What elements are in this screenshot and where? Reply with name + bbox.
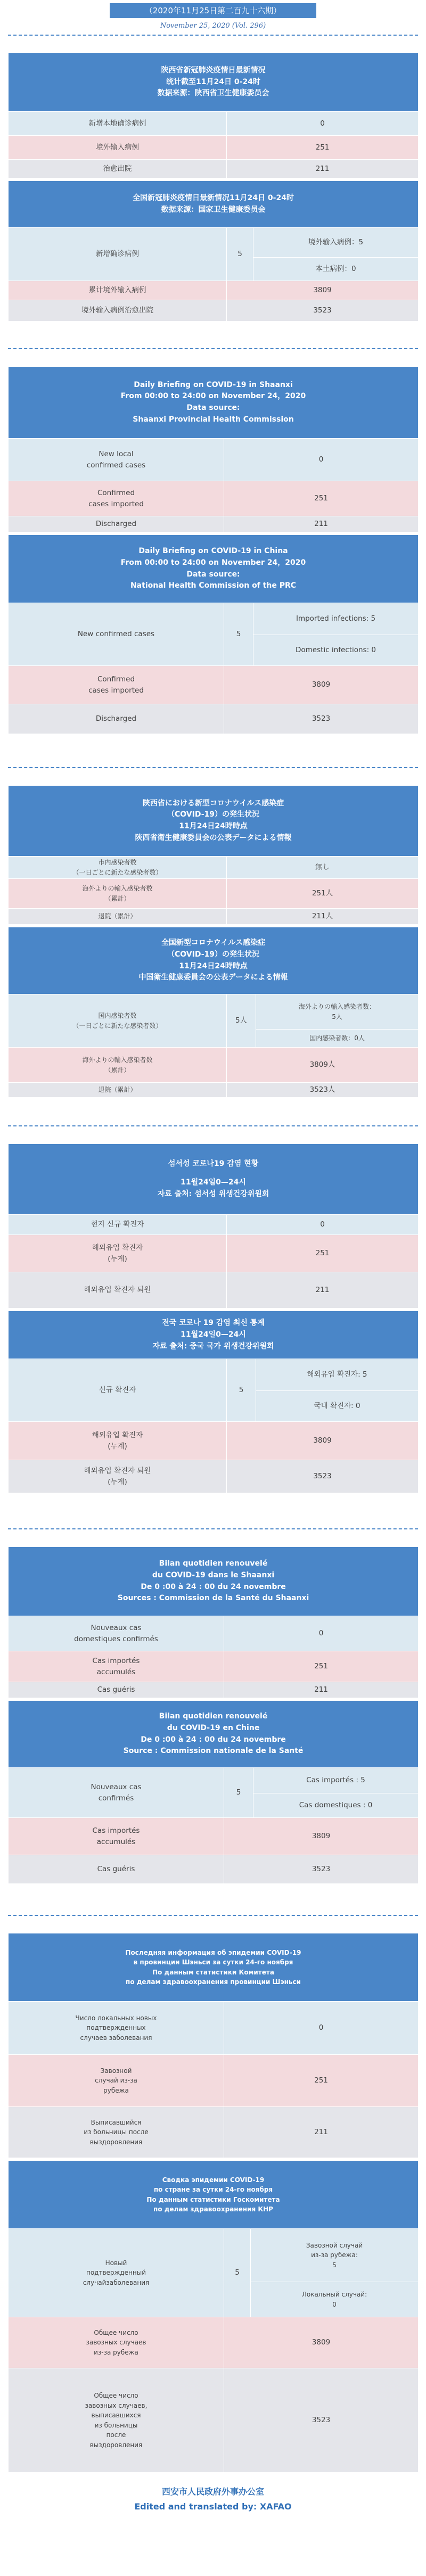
row-value: 251 <box>224 2055 419 2107</box>
row-label: 市内感染者数 （一日ごとに新たな感染者数） <box>9 857 227 879</box>
issue-banner: （2020年11月25日第二百九十六期） <box>110 3 316 18</box>
table-date: De 0 :00 à 24 : 00 du 24 novembre <box>141 1582 286 1591</box>
row-label: 退院（累計） <box>9 1083 227 1098</box>
imported-infections: Завозной случай из-за рубежа: 5 <box>251 2229 419 2282</box>
row-label: 累计境外输入病例 <box>9 281 227 300</box>
data-source: по делам здравоохранения провинции Шэньси <box>126 1978 301 1986</box>
row-value: 無し <box>227 857 419 879</box>
table-row <box>9 112 419 136</box>
row-label: 해외유입 확진자 (누계) <box>9 1235 227 1272</box>
row-label: 현지 신규 확진자 <box>9 1215 227 1235</box>
row-label: 해외유입 확진자 (누계) <box>9 1422 227 1460</box>
row-label: 新增本地确诊病例 <box>9 112 227 136</box>
row-label: Cas guéris <box>9 1682 224 1698</box>
data-source-label: По данным статистики Госкомитета <box>146 2195 280 2203</box>
row-label: Cas guéris <box>9 1855 224 1884</box>
table-title: 全国新冠肺炎疫情日最新情况11月24日 0-24时 <box>133 193 294 202</box>
table-title: Daily Briefing on COVID-19 in Shaanxi <box>134 380 293 389</box>
row-value: 3523人 <box>227 1083 419 1098</box>
domestic-infections: 국내 확진자: 0 <box>256 1391 419 1422</box>
row-value: 251 <box>227 136 419 160</box>
section-russian <box>8 1915 418 2473</box>
row-label: 境外输入病例治愈出院 <box>9 300 227 322</box>
table-title: 陕西省新冠肺炎疫情日最新情况 <box>161 65 266 75</box>
domestic-infections: 国内感染者数：0人 <box>256 1030 419 1048</box>
row-value: 0 <box>224 439 419 481</box>
table-ko-shaanxi <box>8 1143 419 1308</box>
data-source: 자료 출처: 섬서성 위생건강위원회 <box>157 1190 269 1199</box>
table-title: 전국 코로나 19 감염 최신 통계 <box>162 1319 265 1328</box>
row-label: Nouveaux cas confirmés <box>9 1768 224 1818</box>
row-value: 3523 <box>224 1855 419 1884</box>
section-english <box>8 348 418 734</box>
row-value: 3809 <box>227 281 419 300</box>
table-subtitle: From 00:00 to 24:00 on November 24，2020 <box>120 558 306 567</box>
row-label: Cas importés accumulés <box>9 1818 224 1855</box>
row-value: 3809人 <box>227 1048 419 1083</box>
data-source: по делам здравоохранения КНР <box>153 2205 273 2213</box>
row-label: 신규 확진자 <box>9 1359 227 1422</box>
row-value: 0 <box>227 112 419 136</box>
data-source: Source : Commission nationale de la Santé <box>123 1747 304 1756</box>
table-subtitle: （COVID-19）の発生状況 <box>167 950 260 959</box>
table-title: Сводка эпидемии COVID-19 <box>162 2176 265 2184</box>
data-source: 中国衛生健康委員会の公表データによる情報 <box>138 973 288 982</box>
row-label: Discharged <box>9 704 224 734</box>
table-date: De 0 :00 à 24 : 00 du 24 novembre <box>141 1735 286 1744</box>
row-label: Confirmed cases imported <box>9 666 224 704</box>
row-value: 3523 <box>227 1460 419 1493</box>
data-source: 数据来源：陕西省卫生健康委员会 <box>157 89 269 98</box>
footer <box>0 2484 426 2514</box>
table-subtitle: 11월24일0—24시 <box>181 1178 246 1187</box>
table-title: 全国新型コロナウイルス感染症 <box>161 939 266 948</box>
row-value: 251 <box>224 1651 419 1682</box>
row-value: 211 <box>227 1272 419 1308</box>
data-source: 자료 출처: 중국 국가 위생건강위원회 <box>152 1342 274 1351</box>
row-label: New local confirmed cases <box>9 439 224 481</box>
row-label: Новый подтвержденный случайзаболевания <box>9 2229 224 2317</box>
row-value: 211 <box>224 516 419 532</box>
issue-date: November 25, 2020 (Vol. 296) <box>160 22 266 30</box>
imported-infections: Imported infections: 5 <box>253 603 419 635</box>
row-label: Общее число завозных случаев, выписавшихся из больницы после выздоровления <box>9 2368 224 2473</box>
row-value: 5 <box>224 603 253 666</box>
imported-infections: Cas importés : 5 <box>253 1768 419 1793</box>
row-label: Завозной случай из-за рубежа <box>9 2055 224 2107</box>
row-label: Discharged <box>9 516 224 532</box>
table-title: 섬서성 코로나19 감염 현황 <box>168 1159 259 1168</box>
data-source-label: Data source: <box>186 570 240 579</box>
data-source: Sources : Commission de la Santé du Shaanxi <box>117 1594 309 1603</box>
table-title: Последняя информация об эпидемии COVID-19 <box>125 1948 301 1956</box>
row-label: Число локальных новых подтвержденных случаев заболевания <box>9 2002 224 2055</box>
row-label: 境外输入病例 <box>9 136 227 160</box>
row-label: 해외유입 확진자 퇴원 (누계) <box>9 1460 227 1493</box>
row-value: 3809 <box>227 1422 419 1460</box>
row-value: 5 <box>224 1768 253 1818</box>
table-subtitle: du COVID-19 en Chine <box>167 1724 260 1732</box>
row-value: 5人 <box>227 994 256 1048</box>
row-value: 251 <box>224 481 419 516</box>
row-value: 3523 <box>224 2368 419 2473</box>
row-label: 해외유입 확진자 퇴원 <box>9 1272 227 1308</box>
imported-infections: 境外输入病例：5 <box>253 228 419 258</box>
row-label: New confirmed cases <box>9 603 224 666</box>
table-fr-china <box>8 1700 419 1884</box>
table-ru-shaanxi <box>8 1933 419 2158</box>
row-value: 211 <box>224 1682 419 1698</box>
data-source: 陝西省衛生健康委員会の公表データによる情報 <box>135 833 292 842</box>
row-value: 0 <box>224 1616 419 1651</box>
row-label: 治愈出院 <box>9 160 227 178</box>
table-subtitle: From 00:00 to 24:00 on November 24，2020 <box>120 392 306 401</box>
row-value: 5 <box>227 228 253 281</box>
table-subtitle: du COVID-19 dans le Shaanxi <box>152 1571 275 1579</box>
section-korean <box>8 1125 418 1493</box>
row-value: 0 <box>227 1215 419 1235</box>
domestic-infections: Domestic infections: 0 <box>253 635 419 666</box>
section-french <box>8 1528 418 1884</box>
row-value: 3523 <box>224 704 419 734</box>
table-title: Daily Briefing on COVID-19 in China <box>138 547 288 556</box>
table-row <box>9 300 419 322</box>
row-label: 海外よりの輸入感染者数 （累計） <box>9 879 227 909</box>
table-subtitle: по стране за сутки 24-го ноября <box>153 2186 273 2194</box>
table-subtitle: （COVID-19）の発生状況 <box>167 810 260 819</box>
row-label: 国内感染者数 （一日ごとに新たな感染者数） <box>9 994 227 1048</box>
row-label: 新增确诊病例 <box>9 228 227 281</box>
imported-infections: 海外よりの輸入感染者数： 5人 <box>256 994 419 1030</box>
table-title: Bilan quotidien renouvelé <box>159 1712 268 1721</box>
row-label: Nouveaux cas domestiques confirmés <box>9 1616 224 1651</box>
table-en-shaanxi <box>8 366 419 532</box>
table-en-china <box>8 534 419 734</box>
table-ko-china <box>8 1311 419 1493</box>
footer-office: 西安市人民政府外事办公室 <box>161 2487 264 2497</box>
table-fr-shaanxi <box>8 1546 419 1698</box>
table-title: 陝西省における新型コロナウイルス感染症 <box>142 799 284 808</box>
table-ja-china <box>8 927 419 1098</box>
table-ru-china <box>8 2160 419 2473</box>
table-subtitle: 11월24일0—24시 <box>181 1330 246 1339</box>
table-zh-shaanxi <box>8 53 419 178</box>
data-source-label: Data source: <box>186 404 240 412</box>
table-zh-china <box>8 180 419 322</box>
row-label: 退院（累計） <box>9 909 227 925</box>
table-row <box>9 136 419 160</box>
data-source: 数据来源：国家卫生健康委员会 <box>161 205 266 214</box>
local-infections: 本土病例：0 <box>253 258 419 281</box>
row-label: 海外よりの輸入感染者数 （累計） <box>9 1048 227 1083</box>
row-label: Выписавшийся из больницы после выздоровления <box>9 2107 224 2158</box>
data-source-label: По данным статистики Комитета <box>152 1968 274 1976</box>
row-value: 251 <box>227 1235 419 1272</box>
local-infections: Локальный случай: 0 <box>251 2282 419 2317</box>
table-row <box>9 160 419 178</box>
row-value: 5 <box>224 2229 251 2317</box>
row-value: 3809 <box>224 2317 419 2368</box>
table-date: 11月24日24時時点 <box>179 822 248 830</box>
table-row <box>9 281 419 300</box>
row-label: Confirmed cases imported <box>9 481 224 516</box>
row-value: 3809 <box>224 1818 419 1855</box>
domestic-infections: Cas domestiques : 0 <box>253 1793 419 1818</box>
table-title: Bilan quotidien renouvelé <box>159 1559 268 1568</box>
table-date: 11月24日24時時点 <box>179 961 248 970</box>
row-value: 3809 <box>224 666 419 704</box>
row-value: 211人 <box>227 909 419 925</box>
row-label: Общее число завозных случаев из-за рубежа <box>9 2317 224 2368</box>
section-chinese <box>8 35 418 322</box>
table-subtitle: в провинции Шэньси за сутки 24-го ноября <box>133 1958 293 1966</box>
row-value: 211 <box>224 2107 419 2158</box>
row-value: 211 <box>227 160 419 178</box>
section-japanese <box>8 767 418 1098</box>
footer-credit: Edited and translated by: XAFAO <box>134 2501 292 2512</box>
row-label: Cas importés accumulés <box>9 1651 224 1682</box>
row-value: 0 <box>224 2002 419 2055</box>
data-source: National Health Commission of the PRC <box>130 581 297 590</box>
table-ja-shaanxi <box>8 785 419 925</box>
row-value: 3523 <box>227 300 419 322</box>
table-subtitle: 统计截至11月24日 0-24时 <box>166 77 260 86</box>
data-source: Shaanxi Provincial Health Commission <box>133 415 294 424</box>
imported-infections: 해외유입 확진자: 5 <box>256 1359 419 1391</box>
row-value: 5 <box>227 1359 256 1422</box>
row-value: 251人 <box>227 879 419 909</box>
